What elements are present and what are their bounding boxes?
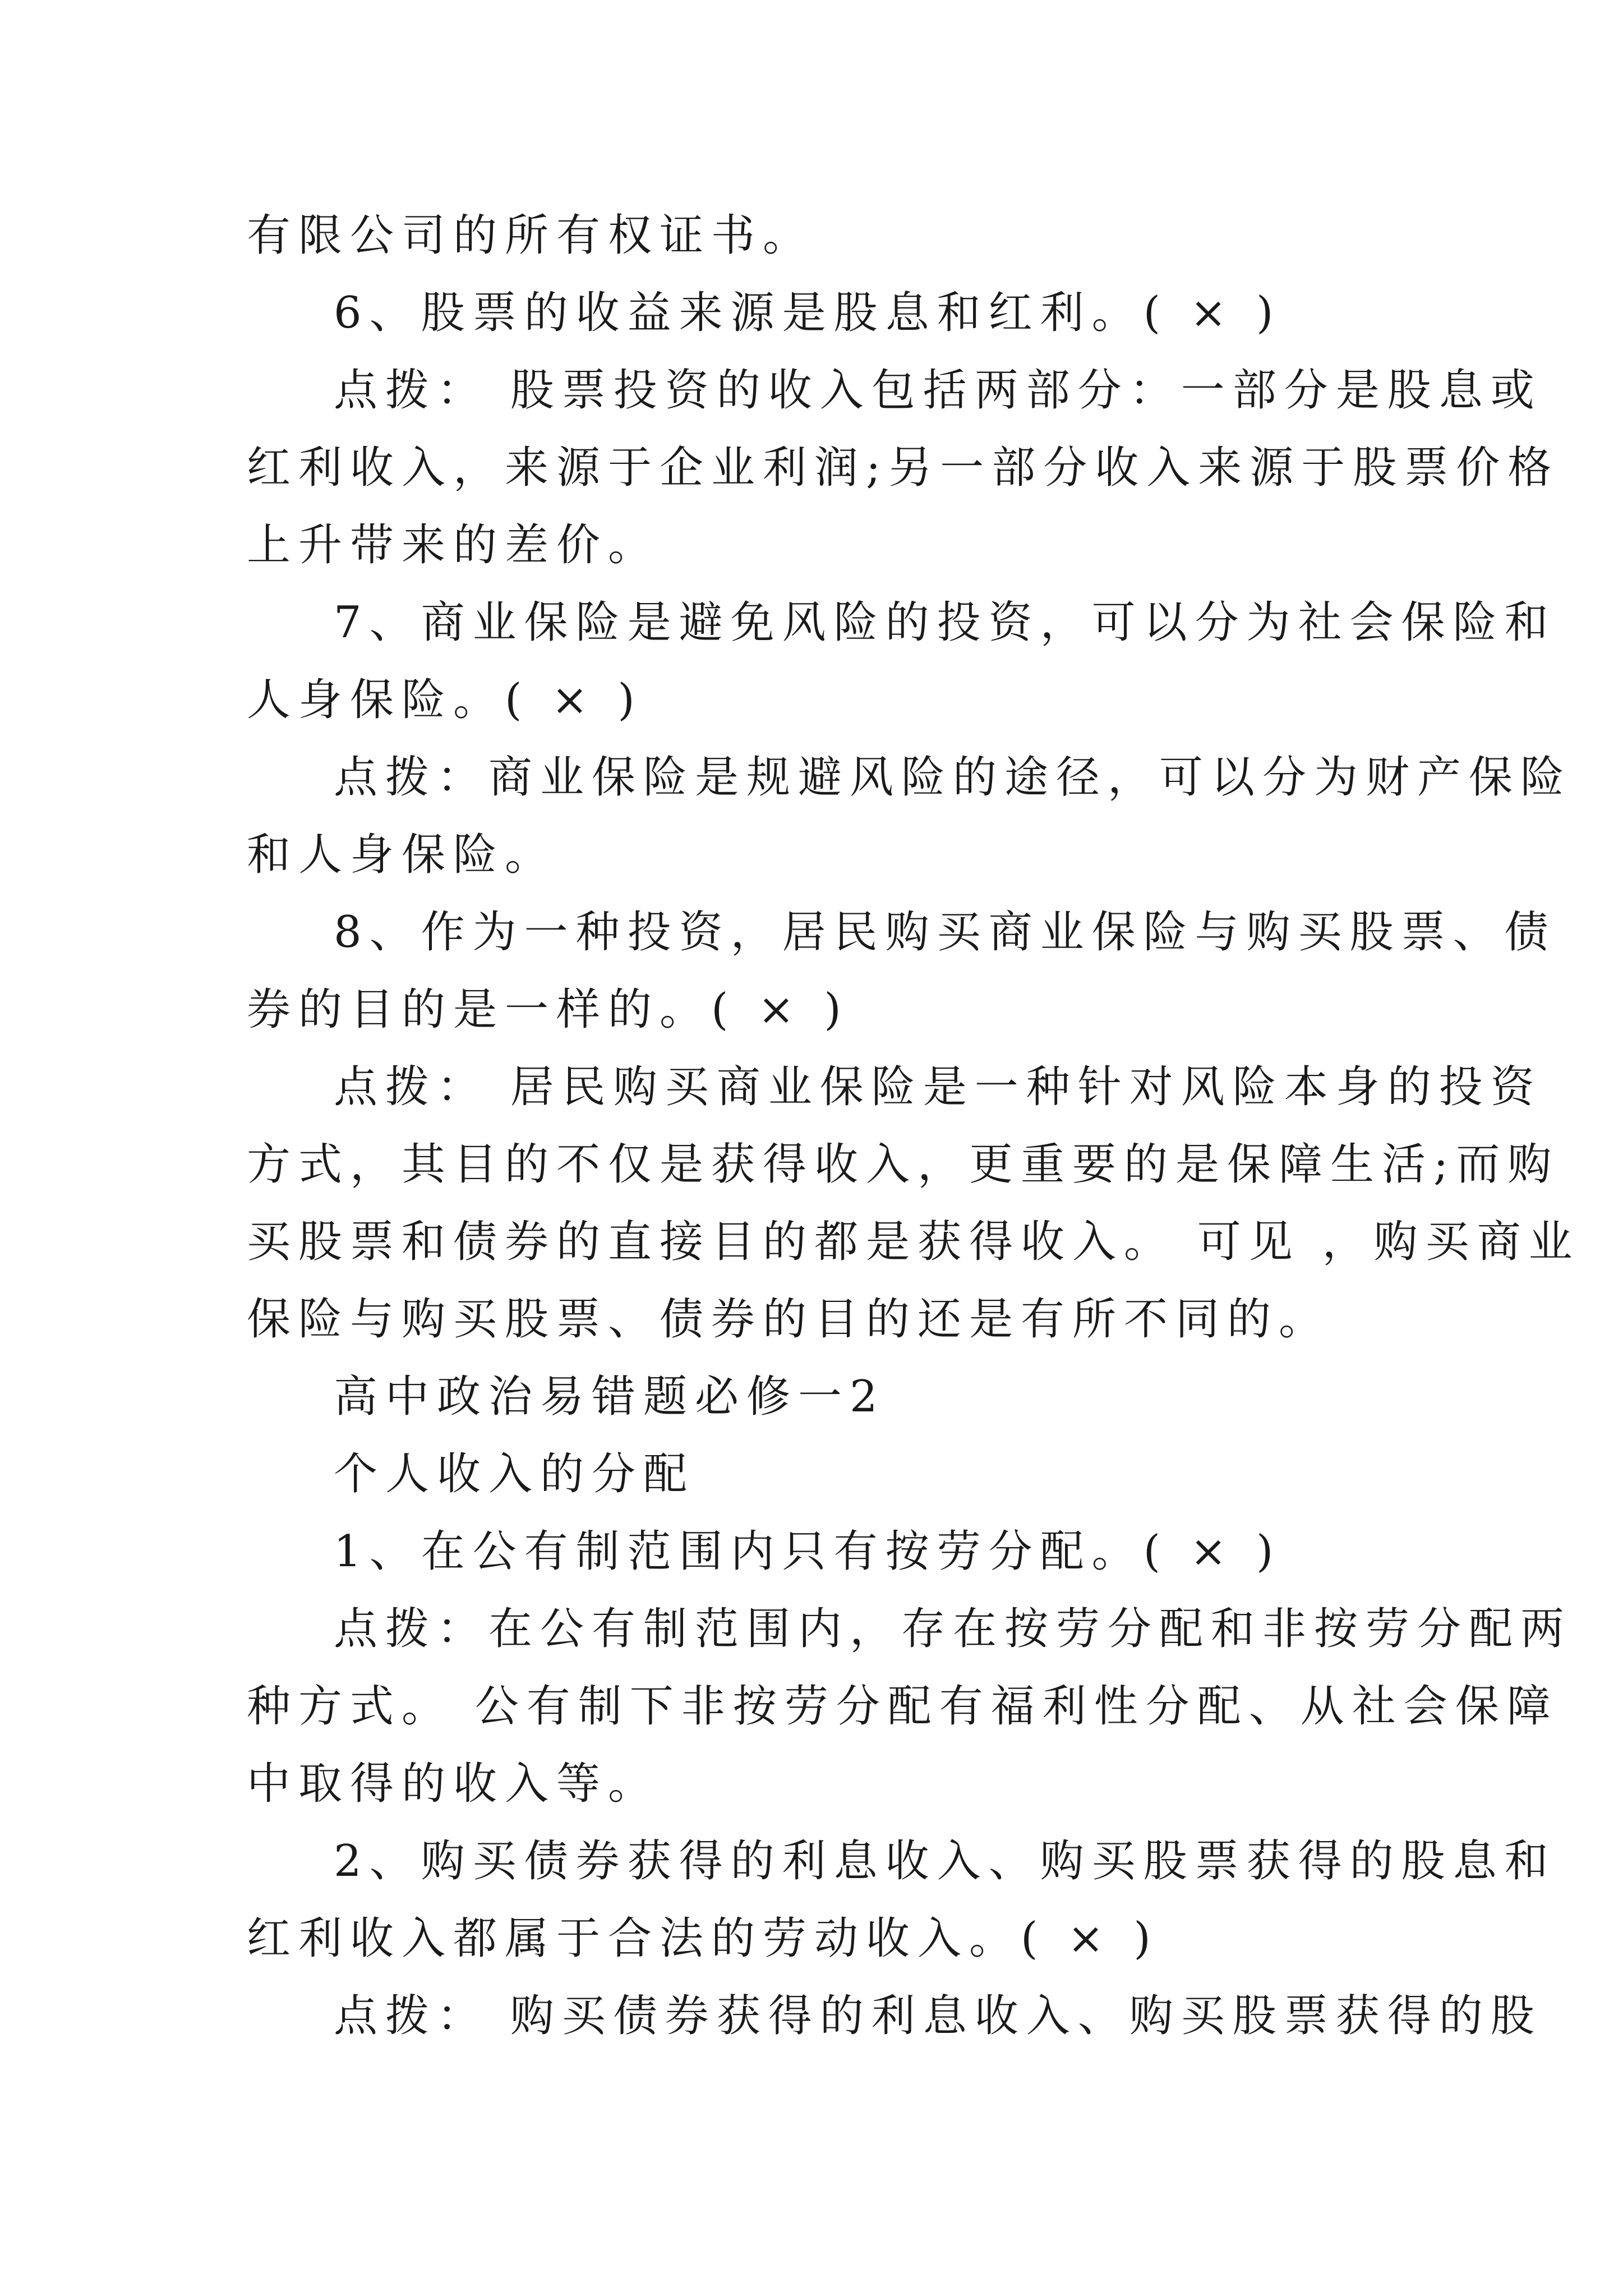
paragraph-line: 买股票和债券的直接目的都是获得收入。 可见 ，购买商业 xyxy=(247,1217,1580,1267)
section-heading: 高中政治易错题必修一2 xyxy=(334,1372,886,1422)
explanation-line: 点拨： 股票投资的收入包括两部分：一部分是股息或 xyxy=(334,365,1542,416)
paragraph-line: 保险与购买股票、债券的目的还是有所不同的。 xyxy=(247,1294,1331,1345)
explanation-line: 点拨：在公有制范围内，存在按劳分配和非按劳分配两 xyxy=(334,1604,1573,1654)
explanation-line: 点拨：商业保险是规避风险的途径，可以分为财产保险 xyxy=(334,752,1573,803)
paragraph-line: 红利收入，来源于企业利润;另一部分收入来源于股票价格 xyxy=(247,443,1560,493)
explanation-line: 点拨： 居民购买商业保险是一种针对风险本身的投资 xyxy=(334,1062,1542,1112)
question-line: 6、股票的收益来源是股息和红利。( × ) xyxy=(334,288,1281,338)
paragraph-line: 人身保险。( × ) xyxy=(247,675,643,725)
paragraph-line: 上升带来的差价。 xyxy=(247,520,660,570)
question-line: 8、作为一种投资，居民购买商业保险与购买股票、债 xyxy=(334,907,1556,958)
paragraph-line: 和人身保险。 xyxy=(247,830,557,880)
paragraph-line: 种方式。 公有制下非按劳分配有福利性分配、从社会保障 xyxy=(247,1681,1559,1732)
explanation-line: 点拨： 购买债券获得的利息收入、购买股票获得的股 xyxy=(334,1991,1542,2041)
paragraph-line: 红利收入都属于合法的劳动收入。( × ) xyxy=(247,1913,1159,1964)
paragraph-line: 中取得的收入等。 xyxy=(247,1759,660,1809)
question-line: 1、在公有制范围内只有按劳分配。( × ) xyxy=(334,1526,1281,1577)
paragraph-line: 券的目的是一样的。( × ) xyxy=(247,984,849,1035)
question-line: 2、购买债券获得的利息收入、购买股票获得的股息和 xyxy=(334,1836,1556,1887)
section-subheading: 个人收入的分配 xyxy=(334,1449,695,1499)
paragraph-line: 有限公司的所有权证书。 xyxy=(247,210,815,261)
paragraph-line: 方式，其目的不仅是获得收入，更重要的是保障生活;而购 xyxy=(247,1139,1560,1190)
question-line: 7、商业保险是避免风险的投资，可以分为社会保险和 xyxy=(334,597,1556,648)
